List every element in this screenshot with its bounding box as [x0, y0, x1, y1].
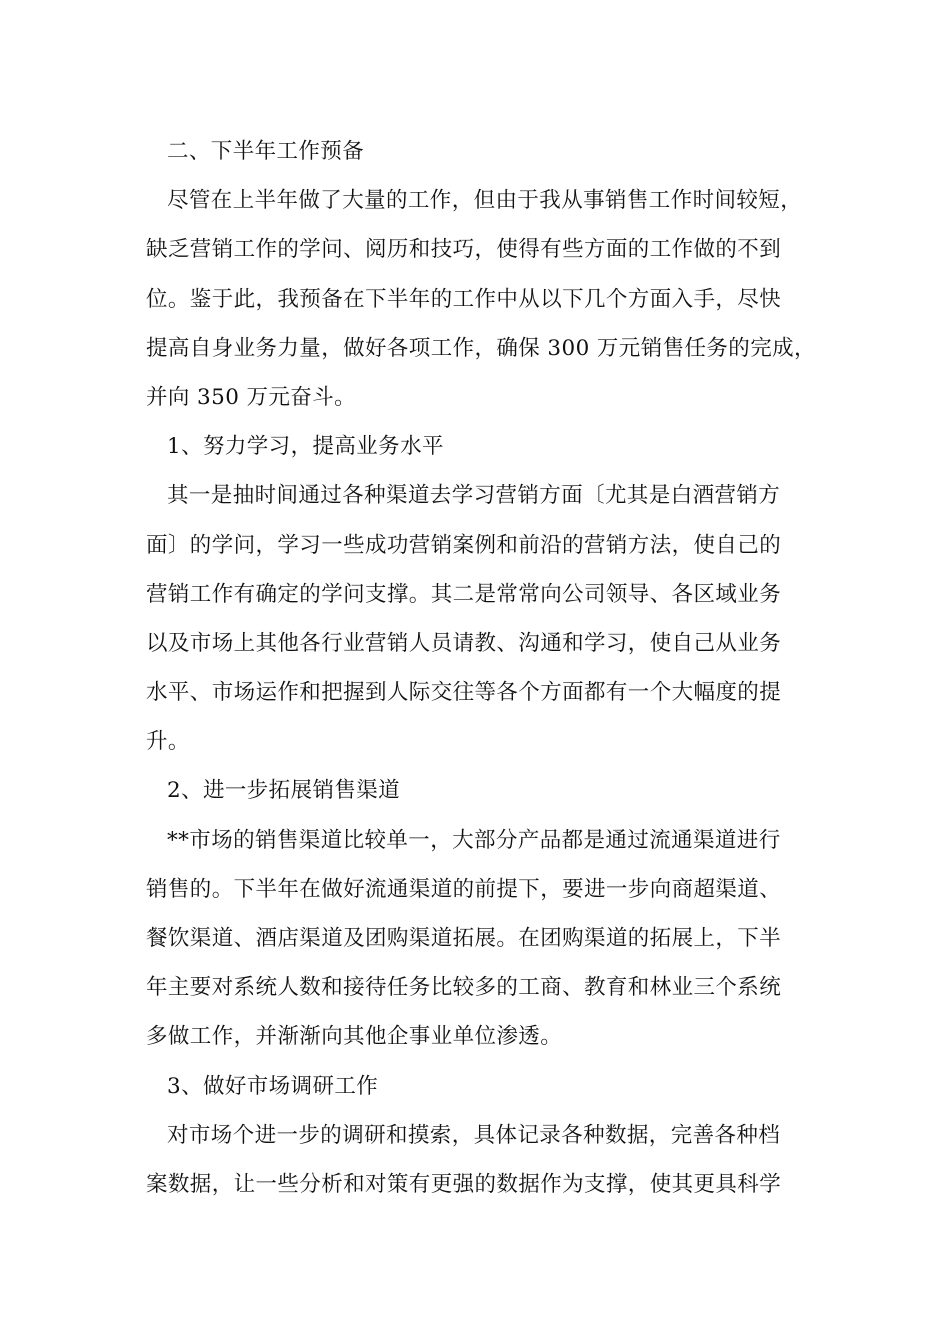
paragraph-line: 提高自身业务力量，做好各项工作，确保 300 万元销售任务的完成， — [146, 335, 816, 361]
paragraph-line: 其一是抽时间通过各种渠道去学习营销方面〔尤其是白酒营销方 — [167, 483, 781, 509]
paragraph-line: 升。 — [146, 729, 190, 755]
subsection-heading: 3、做好市场调研工作 — [167, 1073, 379, 1099]
paragraph-line: 销售的。下半年在做好流通渠道的前提下，要进一步向商超渠道、 — [146, 876, 782, 902]
paragraph-line: 缺乏营销工作的学问、阅历和技巧，使得有些方面的工作做的不到 — [146, 237, 782, 263]
paragraph-line: 面〕的学问，学习一些成功营销案例和前沿的营销方法，使自己的 — [146, 532, 782, 558]
paragraph-line: 营销工作有确定的学问支撑。其二是常常向公司领导、各区域业务 — [146, 581, 782, 607]
paragraph-line: 并向 350 万元奋斗。 — [146, 384, 357, 410]
paragraph-line: 餐饮渠道、酒店渠道及团购渠道拓展。在团购渠道的拓展上，下半 — [146, 926, 782, 951]
document-body — [146, 127, 816, 1209]
paragraph-line: 以及市场上其他各行业营销人员请教、沟通和学习，使自己从业务 — [146, 630, 782, 656]
paragraph-line: 水平、市场运作和把握到人际交往等各个方面都有一个大幅度的提 — [146, 680, 782, 706]
paragraph-line: 对市场个进一步的调研和摸索，具体记录各种数据，完善各种档 — [167, 1122, 781, 1148]
section-heading: 二、下半年工作预备 — [167, 139, 365, 164]
paragraph-line: 位。鉴于此，我预备在下半年的工作中从以下几个方面入手，尽快 — [146, 286, 782, 312]
subsection-heading: 2、进一步拓展销售渠道 — [167, 778, 401, 804]
paragraph-line: 年主要对系统人数和接待任务比较多的工商、教育和林业三个系统 — [146, 975, 782, 1001]
paragraph-line: 案数据，让一些分析和对策有更强的数据作为支撑，使其更具科学 — [146, 1171, 782, 1197]
paragraph-line: 多做工作，并渐渐向其他企事业单位渗透。 — [146, 1024, 563, 1050]
paragraph-line: **市场的销售渠道比较单一，大部分产品都是通过流通渠道进行 — [167, 827, 781, 853]
paragraph-line: 尽管在上半年做了大量的工作，但由于我从事销售工作时间较短， — [167, 188, 803, 214]
subsection-heading: 1、努力学习，提高业务水平 — [167, 434, 444, 460]
